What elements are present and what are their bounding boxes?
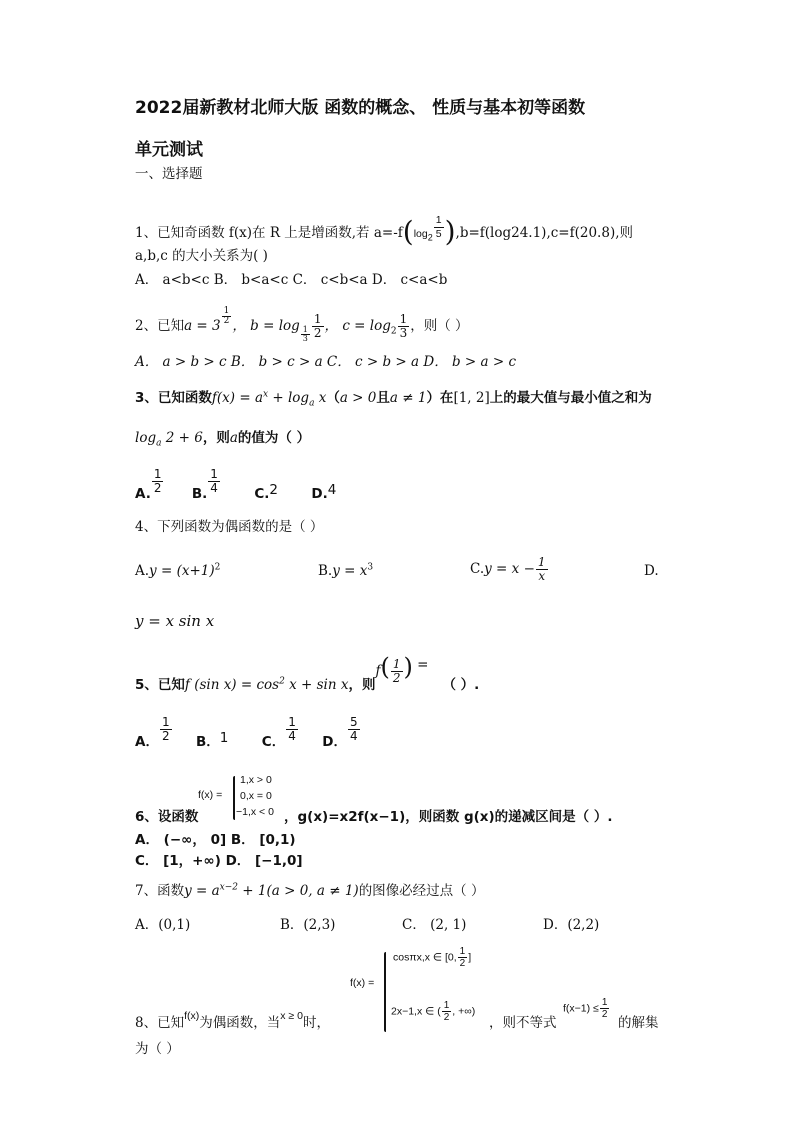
q1-log-base: 2	[427, 232, 433, 243]
q8-ineq-main: f(x−1) ≤	[563, 1002, 599, 1015]
page-subtitle: 单元测试	[135, 140, 203, 160]
q1-stem-pre: 1、已知奇函数 f(x)在 R 上是增函数,若 a=-f	[135, 225, 403, 241]
q3-func-sub: a	[309, 398, 315, 409]
q5-half-den: 2	[392, 671, 401, 685]
q5-opt-c	[286, 716, 298, 743]
q8-case1-num: 1	[459, 946, 466, 957]
q1-paren: (	[402, 215, 414, 248]
q4-c-den: x	[538, 569, 546, 583]
q3-log: log	[135, 430, 157, 446]
q3-opt-c-value: 2	[269, 481, 278, 498]
q5-func-exp: 2	[279, 676, 285, 687]
q7-option-b: B．(2,3)	[280, 917, 336, 933]
q7-stem-pre: 7、函数	[135, 883, 185, 899]
q2-exp-den: 2	[223, 316, 230, 326]
q3-func	[211, 389, 327, 409]
q2-a-exponent	[222, 307, 232, 326]
q8-cond: x ≥ 0	[280, 1010, 303, 1022]
q3-mid3: ）在	[426, 390, 454, 406]
q7-option-d: D．(2,2)	[543, 917, 600, 933]
q6-stem-pre: 6、设函数	[135, 809, 199, 825]
q6-options-ab: A． (−∞， 0] B． [0,1)	[135, 832, 296, 848]
q8-ineq-frac	[600, 997, 610, 1020]
q2-b-arg	[312, 313, 324, 340]
q3-opt-a-den: 2	[153, 481, 162, 495]
q5-f-half: f( $\frac{1}{2}$ ) =	[375, 653, 429, 685]
q7-y: y = a	[184, 883, 220, 899]
q5-stem-post: （ ）.	[442, 677, 480, 693]
q5-eq: =	[412, 657, 429, 673]
page-title: 2022届新教材北师大版 函数的概念、 性质与基本初等函数	[135, 98, 586, 118]
q7-stem-post: 的图像必经过点（ ）	[358, 883, 485, 899]
section-heading: 一、选择题	[135, 166, 203, 182]
q5-f: f	[375, 663, 381, 679]
question-5	[135, 653, 480, 699]
q3-log-expr	[135, 430, 203, 449]
q3-a-var: a	[229, 430, 238, 446]
q8-case-1	[393, 946, 471, 969]
question-2	[135, 306, 469, 343]
q3-opt-c-label: C.	[254, 485, 270, 502]
q5-opt-d	[348, 716, 360, 743]
q2-bbase-den: 3	[302, 334, 308, 343]
q4-a-exp: 2	[214, 562, 221, 573]
q1-paren-close: )	[444, 215, 456, 248]
q2-b-num: 1	[313, 312, 322, 326]
q5-func	[185, 677, 349, 693]
q8-case2-end: , +∞)	[452, 1005, 476, 1018]
q2-c-num: 1	[399, 312, 408, 326]
q5-half	[391, 658, 403, 685]
q5-func-main: f (sin x) = cos	[184, 677, 280, 693]
q3-stem-pre: 3、已知函数	[135, 390, 212, 406]
q3-opt-a-num: 1	[153, 467, 162, 481]
q4-option-a	[135, 562, 220, 580]
q2-c-den: 3	[399, 326, 408, 340]
q6-case-3: −1,x < 0	[236, 806, 274, 818]
q2-stem-pre: 2、已知	[135, 318, 185, 334]
q8-ineq-den: 2	[601, 1009, 608, 1020]
q8-stem-pre: 8、已知	[135, 1015, 185, 1031]
q1-stem-post: ,b=f(log24.1),c=f(20.8),则	[455, 225, 633, 241]
q8-brace	[384, 952, 386, 1032]
q8-case2-den: 2	[443, 1012, 450, 1023]
q3-cond1: a > 0	[339, 390, 377, 406]
q8-fx: f(x) =	[350, 977, 375, 989]
q3-log-rest: 2 + 6	[161, 430, 203, 446]
question-1	[135, 214, 633, 248]
q4-b-exp: 3	[367, 562, 374, 573]
q5-options	[135, 715, 361, 750]
question-8	[135, 1010, 330, 1033]
q6-case-1: 1,x > 0	[240, 774, 272, 786]
q5-c-den: 4	[288, 729, 296, 743]
q3-stem-line2	[135, 429, 310, 447]
q4-c-num: 1	[537, 555, 546, 569]
q4-option-d: y = x sin x	[135, 612, 215, 630]
q3-stem-end: 的值为（ ）	[237, 430, 311, 446]
q4-a-label: A.	[135, 563, 150, 579]
q5-c-num: 1	[288, 715, 296, 729]
q3-mid1: （	[326, 390, 340, 406]
q8-case-2	[391, 1000, 475, 1023]
q8-stem-mid: ，则不等式	[489, 1015, 557, 1031]
q6-case-2: 0,x = 0	[240, 790, 272, 802]
q1-frac-den: 5	[435, 228, 442, 240]
q3-opt-b-num: 1	[210, 467, 218, 481]
q8-mid1: 为偶函数，当	[199, 1015, 281, 1031]
q4-option-d-label: D.	[644, 563, 659, 579]
q3-mid2: 且	[376, 390, 390, 406]
q3-options	[135, 467, 337, 502]
q5-d-num: 5	[349, 715, 358, 729]
q6-stem-post: ，g(x)=x2f(x−1)，则函数 g(x)的递减区间是（ ）.	[284, 809, 613, 825]
q6-fx: f(x) =	[198, 789, 223, 801]
q4-option-c	[470, 556, 549, 583]
q2-stem-post: ，则（ ）	[410, 318, 469, 334]
q8-stem-line2: 为（ ）	[135, 1041, 180, 1057]
q3-func-a: f(x) = a	[211, 390, 263, 406]
q4-option-b	[318, 562, 373, 580]
q8-case2-main: 2x−1,x ∈ (	[391, 1005, 441, 1018]
q3-log-sub: a	[156, 438, 162, 449]
q2-c-base: 2	[390, 326, 397, 337]
q4-c-expr: y = x −	[484, 561, 535, 577]
q3-opt-b	[208, 468, 220, 495]
q7-cond: (a > 0, a ≠ 1)	[266, 883, 359, 899]
q4-c-label: C.	[470, 561, 485, 577]
q7-option-a: A．(0,1)	[135, 917, 191, 933]
q8-mid2: 时，	[302, 1015, 330, 1031]
q8-case1-end: ]	[468, 951, 472, 964]
q8-fx-small: f(x)	[184, 1010, 200, 1022]
q3-opt-a-label: A.	[135, 485, 151, 502]
q1-options: A． a<b<c B． b<a<c C． c<b<a D． c<a<b	[135, 272, 448, 288]
q5-a-label: A．	[135, 733, 159, 750]
q1-log: log	[413, 228, 428, 240]
q8-case1-frac	[458, 946, 468, 969]
q3-cond2: a ≠ 1	[389, 390, 427, 406]
q1-frac-num: 1	[435, 214, 442, 226]
question-3	[135, 389, 652, 407]
q4-a-expr: y = (x+1)	[149, 563, 215, 579]
q2-b-expr: ， b = log	[232, 318, 300, 334]
q3-func-exp: x	[263, 389, 269, 400]
q8-ineq	[563, 997, 610, 1020]
q4-b-label: B.	[318, 563, 333, 579]
q5-opt-a	[160, 716, 172, 743]
q8-stem-post: 的解集	[618, 1015, 659, 1031]
q7-y-exp: x−2	[219, 882, 239, 893]
q5-stem-pre: 5、已知	[135, 677, 185, 693]
q5-mid: ，则	[348, 677, 376, 693]
q5-a-den: 2	[161, 729, 170, 743]
q3-stem-post: 上的最大值与最小值之和为	[489, 390, 652, 406]
q6-options-cd: C． [1，+∞) D． [−1,0]	[135, 853, 303, 869]
q1-fraction	[434, 214, 444, 241]
q2-bbase-num: 1	[302, 325, 308, 334]
q4-stem: 4、下列函数为偶函数的是（ ）	[135, 519, 324, 535]
q8-case1-main: cosπx,x ∈ [0,	[393, 951, 457, 964]
q4-b-expr: y = x	[332, 563, 368, 579]
q3-func-log: + log	[268, 390, 310, 406]
q5-func-rest: x + sin x	[284, 677, 349, 693]
q2-c-arg	[398, 313, 410, 340]
q2-exp-num: 1	[223, 306, 230, 316]
q3-opt-a	[152, 468, 164, 495]
q2-c-expr: ， c = log	[324, 318, 391, 334]
q3-opt-b-den: 4	[210, 481, 218, 495]
q4-c-frac	[536, 556, 548, 583]
q2-options: A． a > b > c B． b > c > a C． c > b > a D． b > a > c	[135, 354, 517, 370]
q5-c-label: C．	[261, 733, 286, 750]
q3-opt-b-label: B.	[191, 485, 208, 502]
q2-a-expr: a = 3	[184, 318, 221, 334]
q3-then: ，则	[202, 430, 230, 446]
q8-case2-frac	[442, 1000, 452, 1023]
q5-a-num: 1	[161, 715, 170, 729]
q5-d-den: 4	[349, 729, 358, 743]
q5-half-num: 1	[392, 657, 401, 671]
q6-brace	[233, 776, 235, 820]
q2-b-den: 2	[313, 326, 322, 340]
question-7	[135, 882, 484, 900]
q7-option-c: C． (2, 1)	[402, 917, 467, 933]
q8-case2-num: 1	[443, 1000, 450, 1011]
q3-interval: [1, 2]	[453, 390, 490, 406]
q5-b-value: 1	[219, 729, 229, 746]
q1-stem-line2: a,b,c 的大小关系为( )	[135, 248, 268, 264]
q5-d-label: D．	[322, 733, 347, 750]
q7-y-rest: + 1	[238, 883, 267, 899]
q8-case1-den: 2	[459, 958, 466, 969]
q3-func-x: x	[314, 390, 327, 406]
q3-opt-d-value: 4	[327, 481, 337, 498]
q8-ineq-num: 1	[601, 997, 608, 1008]
q5-b-label: B．	[196, 733, 220, 750]
q2-b-base	[301, 326, 310, 343]
q3-opt-d-label: D.	[311, 485, 328, 502]
